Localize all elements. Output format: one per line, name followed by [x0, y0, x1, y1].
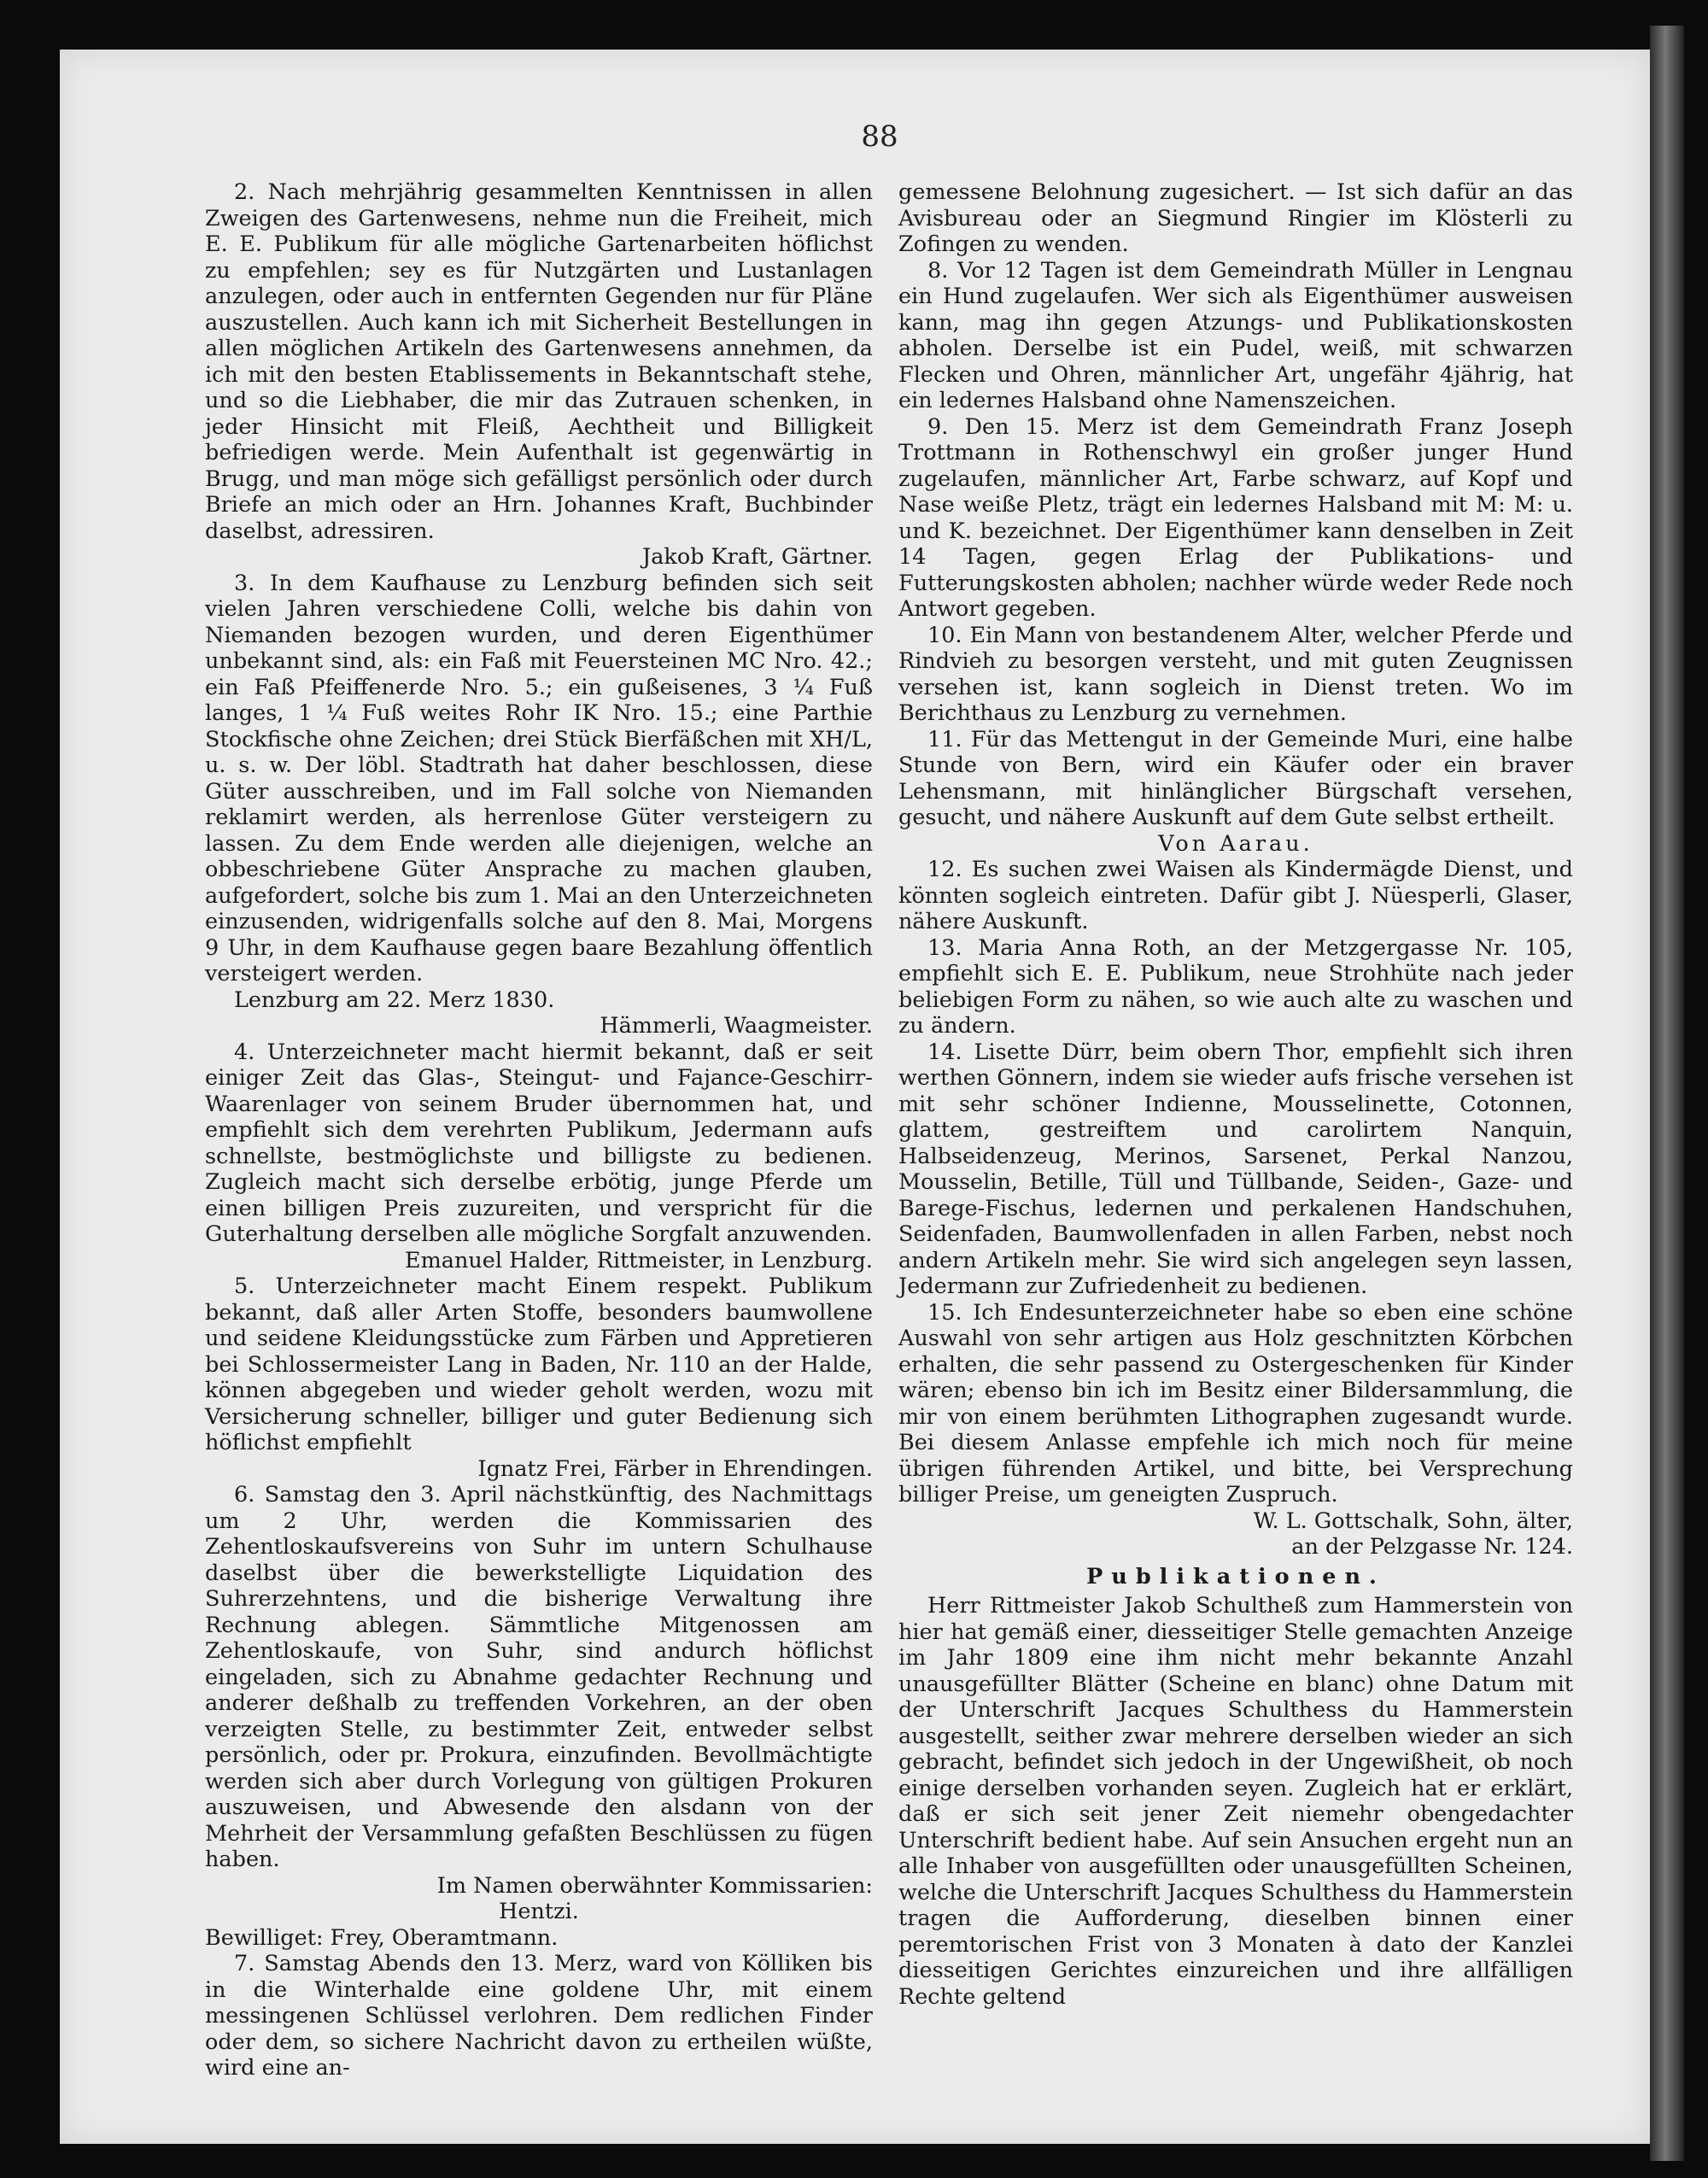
publications-heading: Publikationen.	[1086, 1563, 1385, 1590]
notice-6-signature-line-1: Im Namen oberwähnter Kommissarien:	[436, 1872, 873, 1899]
next-page-edge	[1650, 26, 1684, 2161]
notice-8-text: 8. Vor 12 Tagen ist dem Gemeindrath Müller in Lengnau ein Hund zugelaufen. Wer sich als Eigenthümer ausweisen kann, mag ihn gegen Atzungs- und Publikationskosten abholen. Derselbe ist ein Pudel, weiß, mit schwarzen Flecken und Ohren, männlicher Art, ungefähr 4jährig, hat ein ledernes Halsband ohne Namenszeichen.	[898, 257, 1573, 413]
right-column	[898, 179, 1573, 2010]
notice-2-signature: Jakob Kraft, Gärtner.	[641, 544, 873, 570]
notice-15-signature-line-1: W. L. Gottschalk, Sohn, älter,	[1253, 1508, 1573, 1534]
notice-14-text: 14. Lisette Dürr, beim obern Thor, empfiehlt sich ihren werthen Gönnern, indem sie wieder aufs frische versehen ist mit sehr schöner Indienne, Mousselinette, Cotonnen, glattem, gestreiftem und carolirtem Nanquin, Halbseidenzeug, Merinos, Sarsenet, Perkal Nanzou, Mousselin, Betille, Tüll und Tüllbande, Seiden-, Gaze- und Barege-Fischus, ledernen und perkalenen Handschuhen, Seidenfaden, Baumwollenfaden in allen Farben, nebst noch andern Artikeln mehr. Sie wird sich angelegen seyn lassen, Jedermann zur Zufriedenheit zu bedienen.	[898, 1039, 1573, 1299]
notice-3-text: 3. In dem Kaufhause zu Lenzburg befinden sich seit vielen Jahren verschiedene Colli, welche bis dahin von Niemanden bezogen wurden, und deren Eigenthümer unbekannt sind, als: ein Faß mit Feuersteinen MC Nro. 42.; ein Faß Pfeiffenerde Nro. 5.; ein gußeisenes, 3 ¼ Fuß langes, 1 ¼ Fuß weites Rohr IK Nro. 15.; eine Parthie Stockfische ohne Zeichen; drei Stück Bierfäßchen mit XH/L, u. s. w. Der löbl. Stadtrath hat daher beschlossen, diese Güter ausschreiben, und im Fall solche von Niemanden reklamirt werden, als herrenlose Güter versteigern zu lassen. Zu dem Ende werden alle diejenigen, welche an obbeschriebene Güter Ansprache zu machen glauben, aufgefordert, solche bis zum 1. Mai an den Unterzeichneten einzusenden, widrigenfalls solche auf den 8. Mai, Morgens 9 Uhr, in dem Kaufhause gegen baare Bezahlung öffentlich versteigert werden.	[205, 570, 873, 987]
notice-5-text: 5. Unterzeichneter macht Einem respekt. Publikum bekannt, daß aller Arten Stoffe, besonders baumwollene und seidene Kleidungsstücke zum Färben und Appretieren bei Schlossermeister Lang in Baden, Nr. 110 an der Halde, können abgegeben und wieder geholt werden, wozu mit Versicherung schneller, billiger und guter Bedienung sich höflichst empfiehlt	[205, 1273, 873, 1455]
notice-6-approval: Bewilliget: Frey, Oberamtmann.	[205, 1924, 559, 1951]
page-number: 88	[861, 120, 898, 154]
notice-4-signature: Emanuel Halder, Rittmeister, in Lenzburg.	[404, 1247, 873, 1273]
notice-10-text: 10. Ein Mann von bestandenem Alter, welcher Pferde und Rindvieh zu besorgen versteht, und mit guten Zeugnissen versehen ist, kann sogleich in Dienst treten. Wo im Berichthaus zu Lenzburg zu vernehmen.	[898, 622, 1573, 726]
notice-6-signature-line-2: Hentzi.	[499, 1899, 579, 1924]
notice-7-text-start: 7. Samstag Abends den 13. Merz, ward von Kölliken bis in die Winterhalde eine goldene Uhr, mit einem messingenen Schlüssel verlohren. Dem redlichen Finder oder dem, so sichere Nachricht davon zu ertheilen wüßte, wird eine an-	[205, 1951, 873, 2081]
notice-6-text: 6. Samstag den 3. April nächstkünftig, des Nachmittags um 2 Uhr, werden die Kommissarien des Zehentloskaufsvereins von Suhr im untern Schulhause daselbst über die bewerkstelligte Liquidation des Suhrerzehntens, und die bisherige Verwaltung ihre Rechnung ablegen. Sämmtliche Mitgenossen am Zehentloskaufe, von Suhr, sind andurch höflichst eingeladen, sich zu Abnahme gedachter Rechnung und anderer deßhalb zu treffenden Vorkehren, an der oben verzeigten Stelle, zu bestimmter Zeit, entweder selbst persönlich, oder pr. Prokura, einzufinden. Bevollmächtigte werden sich aber durch Vorlegung von gültigen Prokuren auszuweisen, und Abwesende den alsdann von der Mehrheit der Versammlung gefaßten Beschlüssen zu fügen haben.	[205, 1482, 873, 1872]
section-heading-aarau: Von Aarau.	[1158, 830, 1313, 857]
left-column	[205, 179, 873, 2081]
notice-3-date: Lenzburg am 22. Merz 1830.	[234, 987, 555, 1013]
notice-12-text: 12. Es suchen zwei Waisen als Kindermägde Dienst, und könnten sogleich eintreten. Dafür gibt J. Nüesperli, Glaser, nähere Auskunft.	[898, 857, 1573, 934]
publication-text: Herr Rittmeister Jakob Schultheß zum Hammerstein von hier hat gemäß einer, diesseitiger Stelle gemachten Anzeige im Jahr 1809 eine ihm nicht mehr bekannte Anzahl unausgefüllter Blätter (Scheine en blanc) ohne Datum mit der Unterschrift Jacques Schulthess du Hammerstein ausgestellt, seither zwar mehrere derselben wieder an sich gebracht, befindet sich jedoch in der Ungewißheit, ob noch einige derselben vorhanden seyen. Zugleich hat er erklärt, daß er sich seit jener Zeit niemehr obengedachter Unterschrift bedient habe. Auf sein Ansuchen ergeht nun an alle Inhaber von ausgefüllten oder unausgefüllten Scheinen, welche die Unterschrift Jacques Schulthess du Hammerstein tragen die Aufforderung, dieselben binnen einer peremtorischen Frist von 3 Monaten à dato der Kanzlei diesseitigen Gerichtes einzureichen und ihre allfälligen Rechte geltend	[898, 1593, 1573, 2010]
notice-4-text: 4. Unterzeichneter macht hiermit bekannt, daß er seit einiger Zeit das Glas-, Steingut- und Fajance-Geschirr-Waarenlager von seinem Bruder übernommen hat, und empfiehlt sich dem verehrten Publikum, Jedermann aufs schnellste, bestmöglichste und billigste zu bedienen. Zugleich macht sich derselbe erbötig, junge Pferde um einen billigen Preis zuzureiten, und verspricht für die Guterhaltung derselben alle mögliche Sorgfalt anzuwenden.	[205, 1039, 873, 1247]
notice-3-signature: Hämmerli, Waagmeister.	[600, 1013, 873, 1039]
notice-15-text: 15. Ich Endesunterzeichneter habe so eben eine schöne Auswahl von sehr artigen aus Holz geschnitzten Körbchen erhalten, die sehr passend zu Ostergeschenken für Kinder wären; ebenso bin ich im Besitz einer Bildersammlung, die mir von einem berühmten Lithographen zugesandt wurde. Bei diesem Anlasse empfehle ich mich noch für meine übrigen führenden Artikel, und bitte, bei Versprechung billiger Preise, um geneigten Zuspruch.	[898, 1299, 1573, 1508]
notice-13-text: 13. Maria Anna Roth, an der Metzgergasse Nr. 105, empfiehlt sich E. E. Publikum, neue Strohhüte nach jeder beliebigen Form zu nähen, so wie auch alte zu waschen und zu ändern.	[898, 934, 1573, 1039]
notice-15-signature-line-2: an der Pelzgasse Nr. 124.	[1291, 1534, 1573, 1560]
notice-11-text: 11. Für das Mettengut in der Gemeinde Muri, eine halbe Stunde von Bern, wird ein Käufer oder ein braver Lehensmann, mit hinlänglicher Bürgschaft versehen, gesucht, und nähere Auskunft auf dem Gute selbst ertheilt.	[898, 726, 1573, 830]
notice-9-text: 9. Den 15. Merz ist dem Gemeindrath Franz Joseph Trottmann in Rothenschwyl ein großer junger Hund zugelaufen, männlicher Art, Farbe schwarz, auf Kopf und Nase weiße Pletz, trägt ein ledernes Halsband mit M: M: u. und K. bezeichnet. Der Eigenthümer kann denselben in Zeit 14 Tagen, gegen Erlag der Publikations- und Futterungskosten abholen; nachher würde weder Rede noch Antwort gegeben.	[898, 413, 1573, 622]
notice-5-signature: Ignatz Frei, Färber in Ehrendingen.	[477, 1455, 873, 1482]
notice-7-text-end: gemessene Belohnung zugesichert. — Ist sich dafür an das Avisbureau oder an Siegmund Ringier im Klösterli zu Zofingen zu wenden.	[898, 179, 1573, 257]
notice-2-text: 2. Nach mehrjährig gesammelten Kenntnissen in allen Zweigen des Gartenwesens, nehme nun die Freiheit, mich E. E. Publikum für alle mögliche Gartenarbeiten höflichst zu empfehlen; sey es für Nutzgärten und Lustanlagen anzulegen, oder auch in entfernten Gegenden nur für Pläne auszustellen. Auch kann ich mit Sicherheit Bestellungen in allen möglichen Artikeln des Gartenwesens annehmen, da ich mit den besten Etablissements in Bekanntschaft stehe, und so die Liebhaber, die mir das Zutrauen schenken, in jeder Hinsicht mit Fleiß, Aechtheit und Billigkeit befriedigen werde. Mein Aufenthalt ist gegenwärtig in Brugg, und man möge sich gefälligst persönlich oder durch Briefe an mich oder an Hrn. Johannes Kraft, Buchbinder daselbst, adressiren.	[205, 179, 873, 544]
